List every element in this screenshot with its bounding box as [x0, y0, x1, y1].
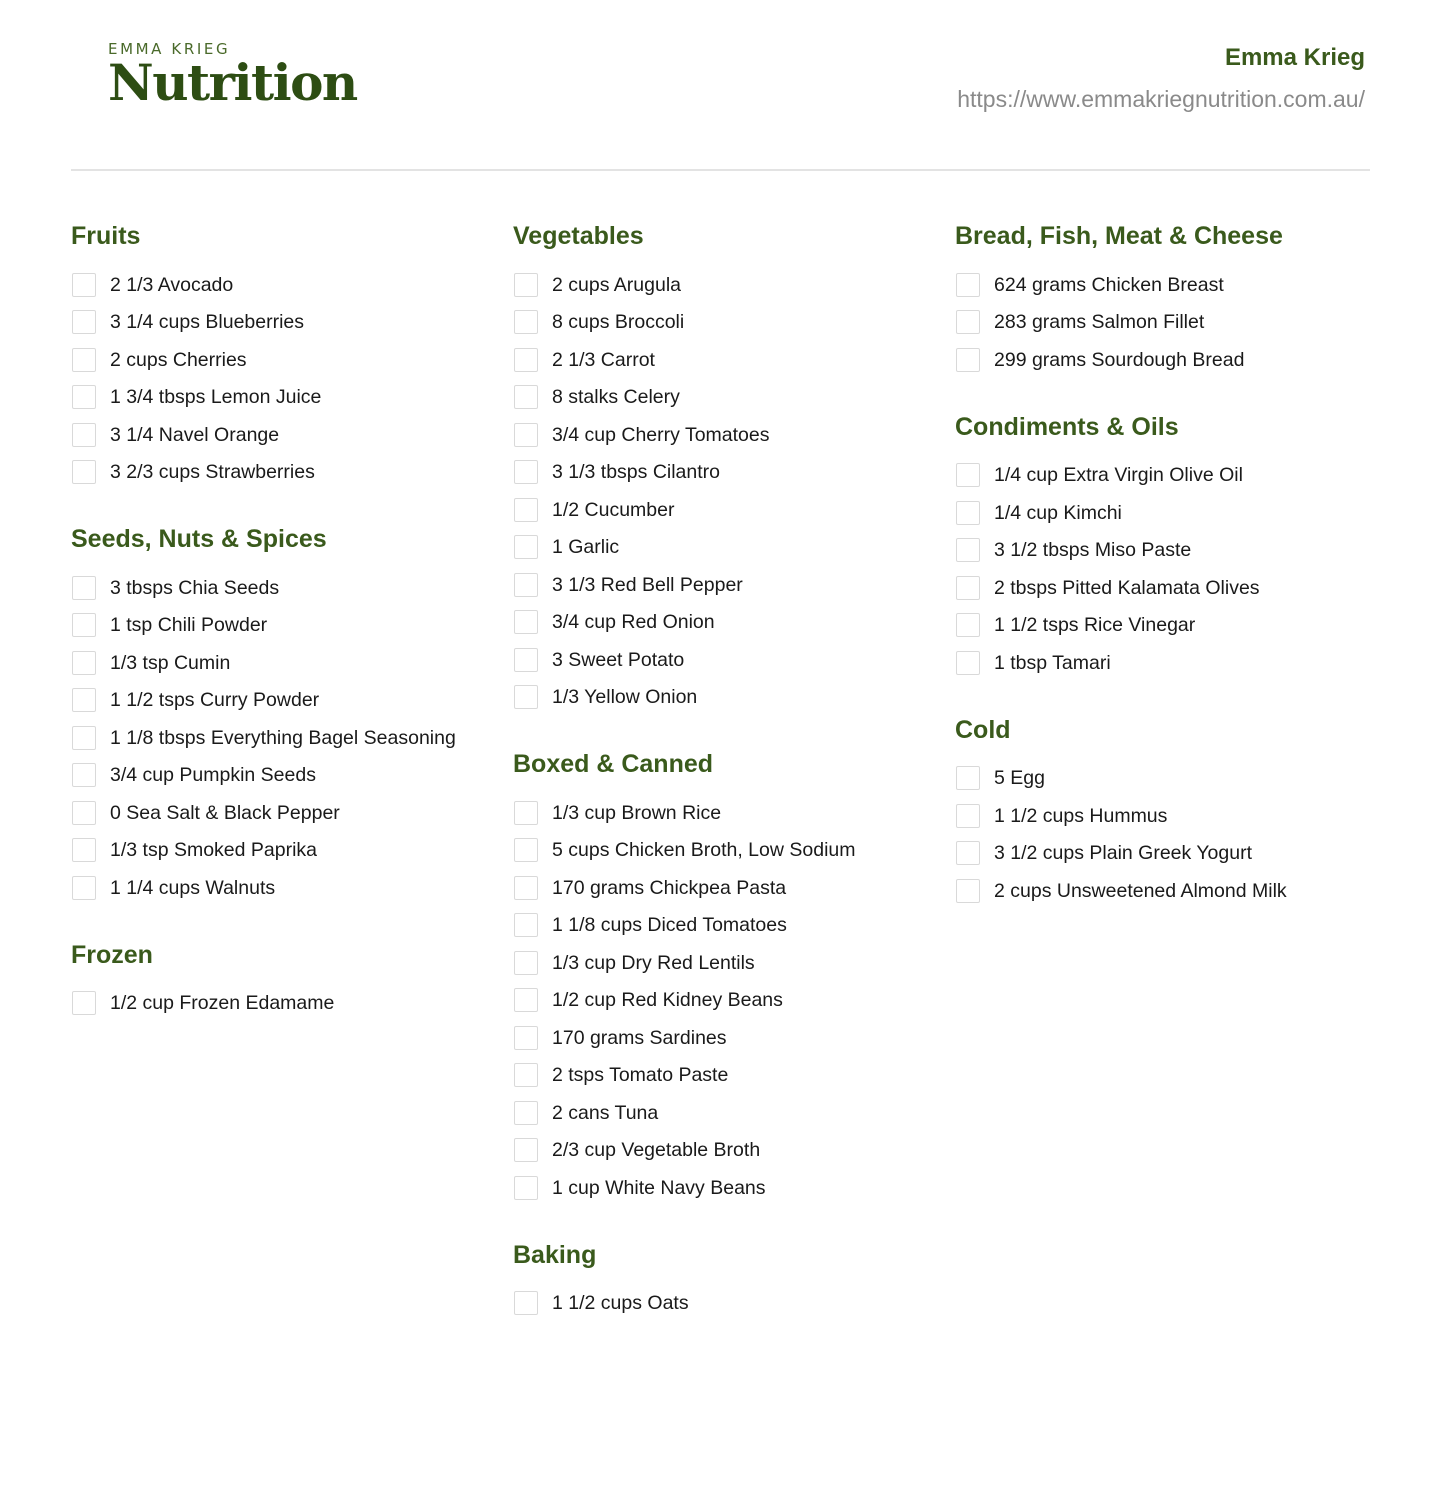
checklist	[955, 760, 1385, 910]
list-item	[955, 266, 1385, 304]
list-item	[513, 679, 943, 717]
item-label: 1 3/4 tbsps Lemon Juice	[110, 386, 322, 409]
item-label: 1/3 tsp Smoked Paprika	[110, 839, 318, 862]
item-label: 1/3 Yellow Onion	[552, 686, 698, 709]
item-checkbox[interactable]	[956, 273, 980, 297]
item-label: 2 tbsps Pitted Kalamata Olives	[994, 576, 1260, 599]
logo-big-text: Nutrition	[108, 53, 357, 112]
item-label: 1 1/2 tsps Rice Vinegar	[994, 614, 1196, 637]
list-item	[513, 491, 943, 529]
item-label: 3 1/3 Red Bell Pepper	[552, 573, 743, 596]
item-checkbox[interactable]	[514, 648, 538, 672]
list-item	[71, 416, 501, 454]
item-checkbox[interactable]	[72, 726, 96, 750]
list-item	[71, 794, 501, 832]
list-item	[513, 641, 943, 679]
item-label: 1 1/8 tbsps Everything Bagel Seasoning	[110, 726, 456, 749]
item-checkbox[interactable]	[514, 610, 538, 634]
item-label: 624 grams Chicken Breast	[994, 273, 1224, 296]
item-checkbox[interactable]	[514, 385, 538, 409]
item-label: 299 grams Sourdough Bread	[994, 348, 1245, 371]
item-checkbox[interactable]	[514, 913, 538, 937]
list-item	[955, 569, 1385, 607]
item-checkbox[interactable]	[514, 951, 538, 975]
item-checkbox[interactable]	[514, 460, 538, 484]
section-title: Boxed & Canned	[513, 750, 714, 778]
item-checkbox[interactable]	[514, 876, 538, 900]
item-checkbox[interactable]	[514, 1101, 538, 1125]
item-checkbox[interactable]	[956, 576, 980, 600]
item-checkbox[interactable]	[72, 801, 96, 825]
item-checkbox[interactable]	[72, 876, 96, 900]
item-label: 1 cup White Navy Beans	[552, 1176, 766, 1199]
item-label: 3 1/3 tbsps Cilantro	[552, 461, 721, 484]
list-item	[71, 379, 501, 417]
item-label: 1/2 cup Red Kidney Beans	[552, 989, 783, 1012]
item-checkbox[interactable]	[514, 573, 538, 597]
list-item	[513, 907, 943, 945]
item-label: 5 Egg	[994, 767, 1045, 790]
item-label: 3 1/2 cups Plain Greek Yogurt	[994, 842, 1253, 865]
item-label: 283 grams Salmon Fillet	[994, 311, 1205, 334]
list-item	[955, 872, 1385, 910]
item-checkbox[interactable]	[72, 838, 96, 862]
list-item	[513, 1285, 943, 1323]
item-checkbox[interactable]	[956, 538, 980, 562]
item-label: 3/4 cup Red Onion	[552, 611, 715, 634]
section-title: Baking	[513, 1240, 597, 1269]
item-label: 1/2 Cucumber	[552, 498, 675, 521]
list-item	[513, 341, 943, 379]
item-label: 1/4 cup Kimchi	[994, 501, 1122, 524]
list-item	[71, 569, 501, 607]
item-label: 1 tbsp Tamari	[994, 651, 1111, 674]
item-checkbox[interactable]	[72, 273, 96, 297]
section-title: Bread, Fish, Meat & Cheese	[955, 222, 1283, 250]
list-item	[955, 457, 1385, 495]
item-checkbox[interactable]	[514, 1138, 538, 1162]
item-checkbox[interactable]	[514, 1176, 538, 1200]
item-checkbox[interactable]	[956, 463, 980, 487]
item-checkbox[interactable]	[72, 651, 96, 675]
item-checkbox[interactable]	[72, 763, 96, 787]
list-item	[71, 644, 501, 682]
checklist	[513, 1285, 943, 1323]
item-checkbox[interactable]	[956, 879, 980, 903]
list-item	[955, 532, 1385, 570]
list-item	[513, 604, 943, 642]
item-label: 2 cans Tuna	[552, 1101, 659, 1124]
item-label: 170 grams Sardines	[552, 1026, 727, 1049]
section-condiments-and-oils	[955, 409, 1385, 682]
item-checkbox[interactable]	[514, 310, 538, 334]
checklist	[513, 794, 943, 1207]
item-checkbox[interactable]	[72, 613, 96, 637]
item-checkbox[interactable]	[514, 838, 538, 862]
header-divider	[71, 169, 1370, 171]
list-item	[955, 494, 1385, 532]
list-item	[71, 304, 501, 342]
list-item	[71, 454, 501, 492]
section-title: Frozen	[71, 940, 153, 969]
item-label: 8 cups Broccoli	[552, 311, 685, 334]
item-label: 2 cups Arugula	[552, 273, 682, 296]
list-item	[71, 341, 501, 379]
item-checkbox[interactable]	[72, 310, 96, 334]
item-label: 1 tsp Chili Powder	[110, 614, 268, 637]
item-checkbox[interactable]	[514, 988, 538, 1012]
list-item	[955, 760, 1385, 798]
item-label: 1/2 cup Frozen Edamame	[110, 992, 335, 1015]
list-item	[71, 607, 501, 645]
item-checkbox[interactable]	[956, 804, 980, 828]
list-item	[955, 607, 1385, 645]
page-header	[0, 0, 1440, 170]
item-checkbox[interactable]	[514, 423, 538, 447]
section-bread-fish-meat-and-cheese	[955, 218, 1385, 379]
item-label: 3 tbsps Chia Seeds	[110, 576, 280, 599]
item-label: 0 Sea Salt & Black Pepper	[110, 801, 340, 824]
item-label: 1/3 cup Brown Rice	[552, 801, 722, 824]
list-column-2	[513, 218, 943, 1352]
item-label: 3 1/2 tbsps Miso Paste	[994, 539, 1192, 562]
section-cold	[955, 712, 1385, 910]
item-checkbox[interactable]	[72, 385, 96, 409]
item-label: 1 1/4 cups Walnuts	[110, 876, 276, 899]
item-label: 3/4 cup Pumpkin Seeds	[110, 764, 316, 787]
checklist	[955, 266, 1385, 379]
item-label: 170 grams Chickpea Pasta	[552, 876, 787, 899]
list-item	[71, 985, 501, 1023]
item-checkbox[interactable]	[72, 991, 96, 1015]
item-label: 1 1/2 cups Oats	[552, 1292, 689, 1315]
section-title: Condiments & Oils	[955, 412, 1179, 441]
section-title: Vegetables	[513, 222, 644, 250]
list-item	[513, 266, 943, 304]
author-name: Emma Krieg	[1224, 44, 1365, 71]
list-item	[513, 566, 943, 604]
item-label: 3 1/4 cups Blueberries	[110, 311, 305, 334]
item-checkbox[interactable]	[72, 688, 96, 712]
item-checkbox[interactable]	[956, 613, 980, 637]
item-label: 1/3 tsp Cumin	[110, 651, 231, 674]
item-checkbox[interactable]	[72, 460, 96, 484]
logo-small-text: EMMA KRIEG	[108, 40, 231, 58]
item-checkbox[interactable]	[956, 651, 980, 675]
item-label: 2 tsps Tomato Paste	[552, 1064, 729, 1087]
list-item	[71, 869, 501, 907]
list-item	[513, 529, 943, 567]
checklist	[71, 266, 501, 491]
checklist	[955, 457, 1385, 682]
list-item	[513, 944, 943, 982]
list-item	[955, 797, 1385, 835]
list-item	[513, 1169, 943, 1207]
item-checkbox[interactable]	[514, 498, 538, 522]
list-item	[71, 266, 501, 304]
item-label: 5 cups Chicken Broth, Low Sodium	[552, 839, 856, 862]
item-label: 1 1/2 cups Hummus	[994, 804, 1168, 827]
item-label: 2 cups Cherries	[110, 348, 247, 371]
section-title: Fruits	[71, 222, 141, 250]
list-column-3	[955, 218, 1385, 940]
item-label: 1/4 cup Extra Virgin Olive Oil	[994, 464, 1243, 487]
item-label: 2 cups Unsweetened Almond Milk	[994, 879, 1287, 902]
section-seeds-nuts-and-spices	[71, 521, 501, 907]
section-title: Cold	[955, 715, 1011, 744]
list-item	[513, 832, 943, 870]
item-checkbox[interactable]	[514, 273, 538, 297]
item-label: 3 2/3 cups Strawberries	[110, 461, 315, 484]
item-checkbox[interactable]	[514, 1063, 538, 1087]
author-block	[957, 44, 1365, 113]
section-vegetables	[513, 218, 943, 716]
list-item	[513, 379, 943, 417]
list-item	[513, 982, 943, 1020]
item-checkbox[interactable]	[514, 535, 538, 559]
item-checkbox[interactable]	[514, 685, 538, 709]
section-boxed-and-canned	[513, 746, 943, 1207]
item-checkbox[interactable]	[956, 766, 980, 790]
list-item	[513, 454, 943, 492]
checklist	[71, 569, 501, 907]
item-label: 2 1/3 Avocado	[110, 273, 234, 296]
item-checkbox[interactable]	[72, 423, 96, 447]
list-item	[955, 835, 1385, 873]
item-label: 3/4 cup Cherry Tomatoes	[552, 423, 770, 446]
list-item	[955, 644, 1385, 682]
item-checkbox[interactable]	[72, 576, 96, 600]
item-label: 2 1/3 Carrot	[552, 348, 655, 371]
list-item	[955, 304, 1385, 342]
item-label: 1 Garlic	[552, 536, 620, 559]
item-checkbox[interactable]	[956, 841, 980, 865]
list-item	[513, 1132, 943, 1170]
list-item	[513, 1019, 943, 1057]
list-item	[71, 682, 501, 720]
list-item	[513, 869, 943, 907]
list-item	[513, 304, 943, 342]
list-item	[71, 719, 501, 757]
item-checkbox[interactable]	[514, 801, 538, 825]
checklist	[513, 266, 943, 716]
item-checkbox[interactable]	[514, 1291, 538, 1315]
list-item	[955, 341, 1385, 379]
checklist	[71, 985, 501, 1023]
list-item	[513, 1057, 943, 1095]
item-label: 8 stalks Celery	[552, 386, 680, 409]
section-baking	[513, 1237, 943, 1323]
item-label: 1 1/2 tsps Curry Powder	[110, 689, 320, 712]
brand-logo	[108, 40, 357, 110]
item-label: 3 1/4 Navel Orange	[110, 423, 280, 446]
item-checkbox[interactable]	[956, 348, 980, 372]
item-label: 1 1/8 cups Diced Tomatoes	[552, 914, 787, 937]
section-fruits	[71, 218, 501, 491]
list-item	[71, 832, 501, 870]
item-label: 3 Sweet Potato	[552, 648, 685, 671]
author-url-link[interactable]: https://www.emmakriegnutrition.com.au/	[957, 86, 1365, 112]
item-label: 2/3 cup Vegetable Broth	[552, 1139, 761, 1162]
section-frozen	[71, 937, 501, 1023]
item-checkbox[interactable]	[514, 1026, 538, 1050]
item-checkbox[interactable]	[72, 348, 96, 372]
item-checkbox[interactable]	[956, 501, 980, 525]
list-item	[71, 757, 501, 795]
item-label: 1/3 cup Dry Red Lentils	[552, 951, 755, 974]
list-item	[513, 1094, 943, 1132]
list-column-1	[71, 218, 501, 1052]
item-checkbox[interactable]	[956, 310, 980, 334]
list-item	[513, 416, 943, 454]
section-title: Seeds, Nuts & Spices	[71, 525, 327, 553]
list-item	[513, 794, 943, 832]
item-checkbox[interactable]	[514, 348, 538, 372]
